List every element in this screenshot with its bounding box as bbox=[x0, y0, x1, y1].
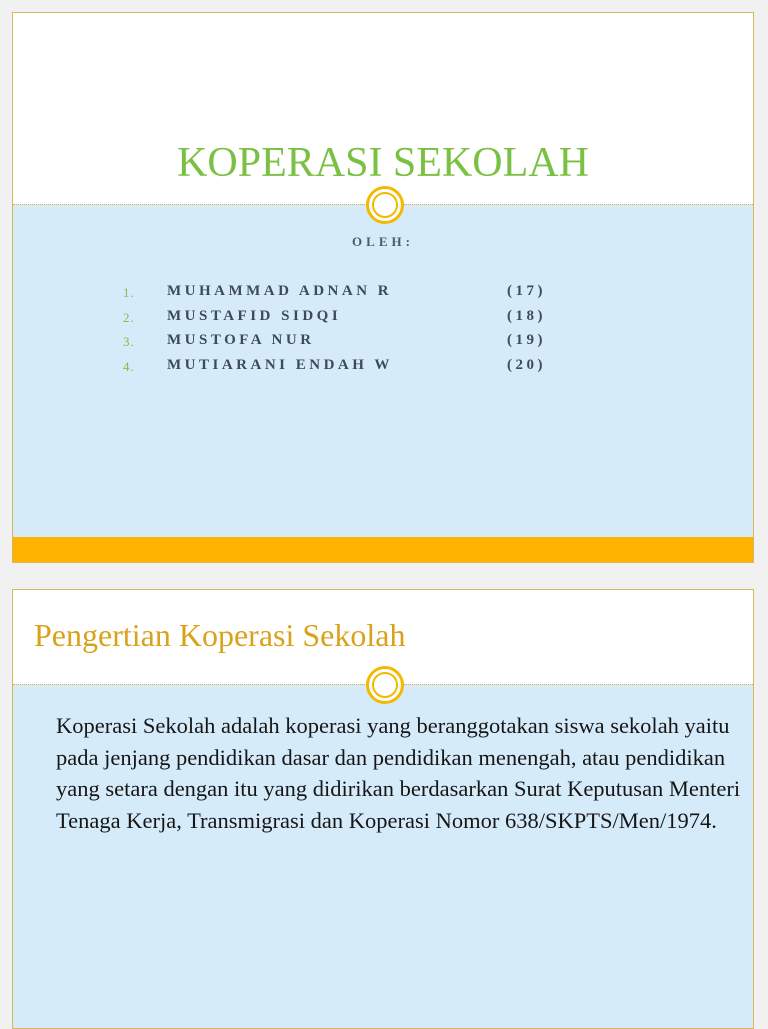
member-item bbox=[13, 283, 754, 307]
footer-accent-bar bbox=[13, 537, 753, 563]
member-number: 4. bbox=[123, 358, 135, 374]
ring-ornament-icon bbox=[366, 186, 404, 224]
member-number: 2. bbox=[123, 309, 135, 325]
member-name: MUTIARANI ENDAH W bbox=[167, 356, 393, 373]
member-item bbox=[13, 308, 754, 332]
member-item bbox=[13, 357, 754, 381]
slide-2-title: Pengertian Koperasi Sekolah bbox=[34, 617, 406, 653]
member-code: (19) bbox=[507, 332, 546, 348]
slide-1 bbox=[12, 12, 754, 563]
member-code: (20) bbox=[507, 356, 546, 373]
member-name: MUHAMMAD ADNAN R bbox=[167, 283, 393, 299]
member-item bbox=[13, 332, 754, 356]
byline-label: OLEH: bbox=[352, 234, 414, 249]
ring-ornament-icon bbox=[366, 666, 404, 704]
slide-1-title: KOPERASI SEKOLAH bbox=[177, 140, 589, 186]
slide-2 bbox=[12, 589, 754, 1029]
member-name: MUSTOFA NUR bbox=[167, 332, 315, 348]
member-code: (18) bbox=[507, 307, 546, 324]
member-number: 1. bbox=[123, 285, 135, 300]
member-code: (17) bbox=[507, 283, 546, 299]
member-number: 3. bbox=[123, 334, 135, 349]
member-name: MUSTAFID SIDQI bbox=[167, 307, 342, 324]
slide-2-body: Koperasi Sekolah adalah koperasi yang beranggotakan siswa sekolah yaitu pada jenjang pendidikan dasar dan pendidikan menengah, atau pendidikan yang setara dengan itu yang didirikan berdasarkan Surat Keputusan Menteri Tenaga Kerja, Transmigrasi dan Koperasi Nomor 638/SKPTS/Men/1974. bbox=[56, 713, 741, 833]
